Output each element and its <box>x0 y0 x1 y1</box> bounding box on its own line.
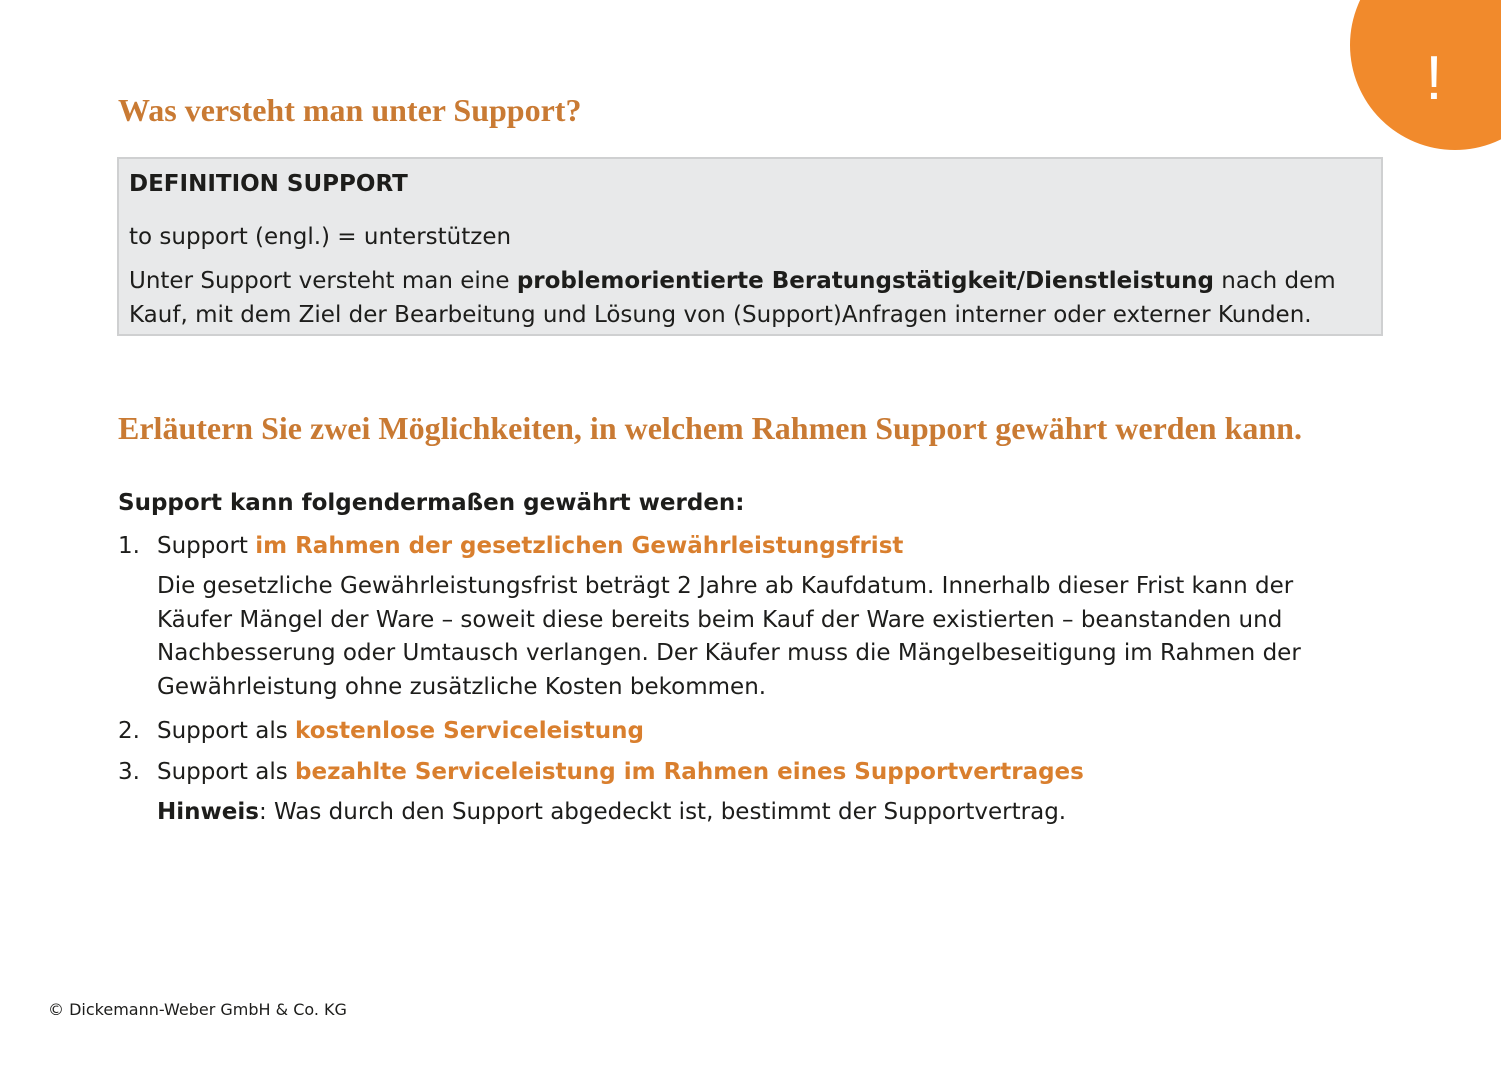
item-text <box>157 530 903 562</box>
answer-intro: Support kann folgendermaßen gewährt werden: <box>118 490 745 516</box>
definition-text <box>129 264 1369 332</box>
note-text: : Was durch den Support abgedeckt ist, bestimmt der Supportvertrag. <box>258 799 1067 825</box>
definition-box <box>117 157 1383 336</box>
item-number: 3. <box>118 759 140 785</box>
item-prefix: Support als <box>157 718 296 744</box>
item-prefix: Support <box>157 533 256 559</box>
question-heading-1: Was versteht man unter Support? <box>118 92 582 128</box>
copyright-footer: © Dickemann-Weber GmbH & Co. KG <box>48 1000 347 1019</box>
item-highlight: kostenlose Serviceleistung <box>295 718 645 744</box>
definition-translation: to support (engl.) = unterstützen <box>129 224 512 250</box>
exclamation-icon: ! <box>1425 44 1443 113</box>
definition-key-term: problemorientierte Beratungstätigkeit/Dienstleistung <box>516 268 1214 294</box>
item-note <box>157 796 1372 830</box>
item-text <box>157 715 644 747</box>
item-number: 2. <box>118 718 140 744</box>
item-prefix: Support als <box>157 759 296 785</box>
note-label: Hinweis <box>157 799 259 825</box>
item-highlight: bezahlte Serviceleistung im Rahmen eines Supportvertrages <box>295 759 1084 785</box>
item-detail: Die gesetzliche Gewährleistungsfrist beträgt 2 Jahre ab Kaufdatum. Innerhalb dieser Frist kann der Käufer Mängel der Ware – soweit diese bereits beim Kauf der Ware existierten – beanstanden und Nachbesserung oder Umtausch verlangen. Der Käufer muss die Mängelbeseitigung im Rahmen der Gewährleistung ohne zusätzliche Kosten bekommen. <box>157 573 1301 700</box>
definition-text-start: Unter Support versteht man eine <box>129 268 517 294</box>
definition-title: DEFINITION SUPPORT <box>129 171 408 197</box>
item-highlight: im Rahmen der gesetzlichen Gewährleistungsfrist <box>255 533 904 559</box>
item-number: 1. <box>118 533 140 559</box>
question-heading-2: Erläutern Sie zwei Möglichkeiten, in welchem Rahmen Support gewährt werden kann. <box>118 410 1302 446</box>
definition-text-end: nach dem Kauf, mit dem Ziel der Bearbeitung und Lösung von (Support)Anfragen interner oder externer Kunden. <box>129 268 1336 328</box>
item-text <box>157 756 1084 788</box>
